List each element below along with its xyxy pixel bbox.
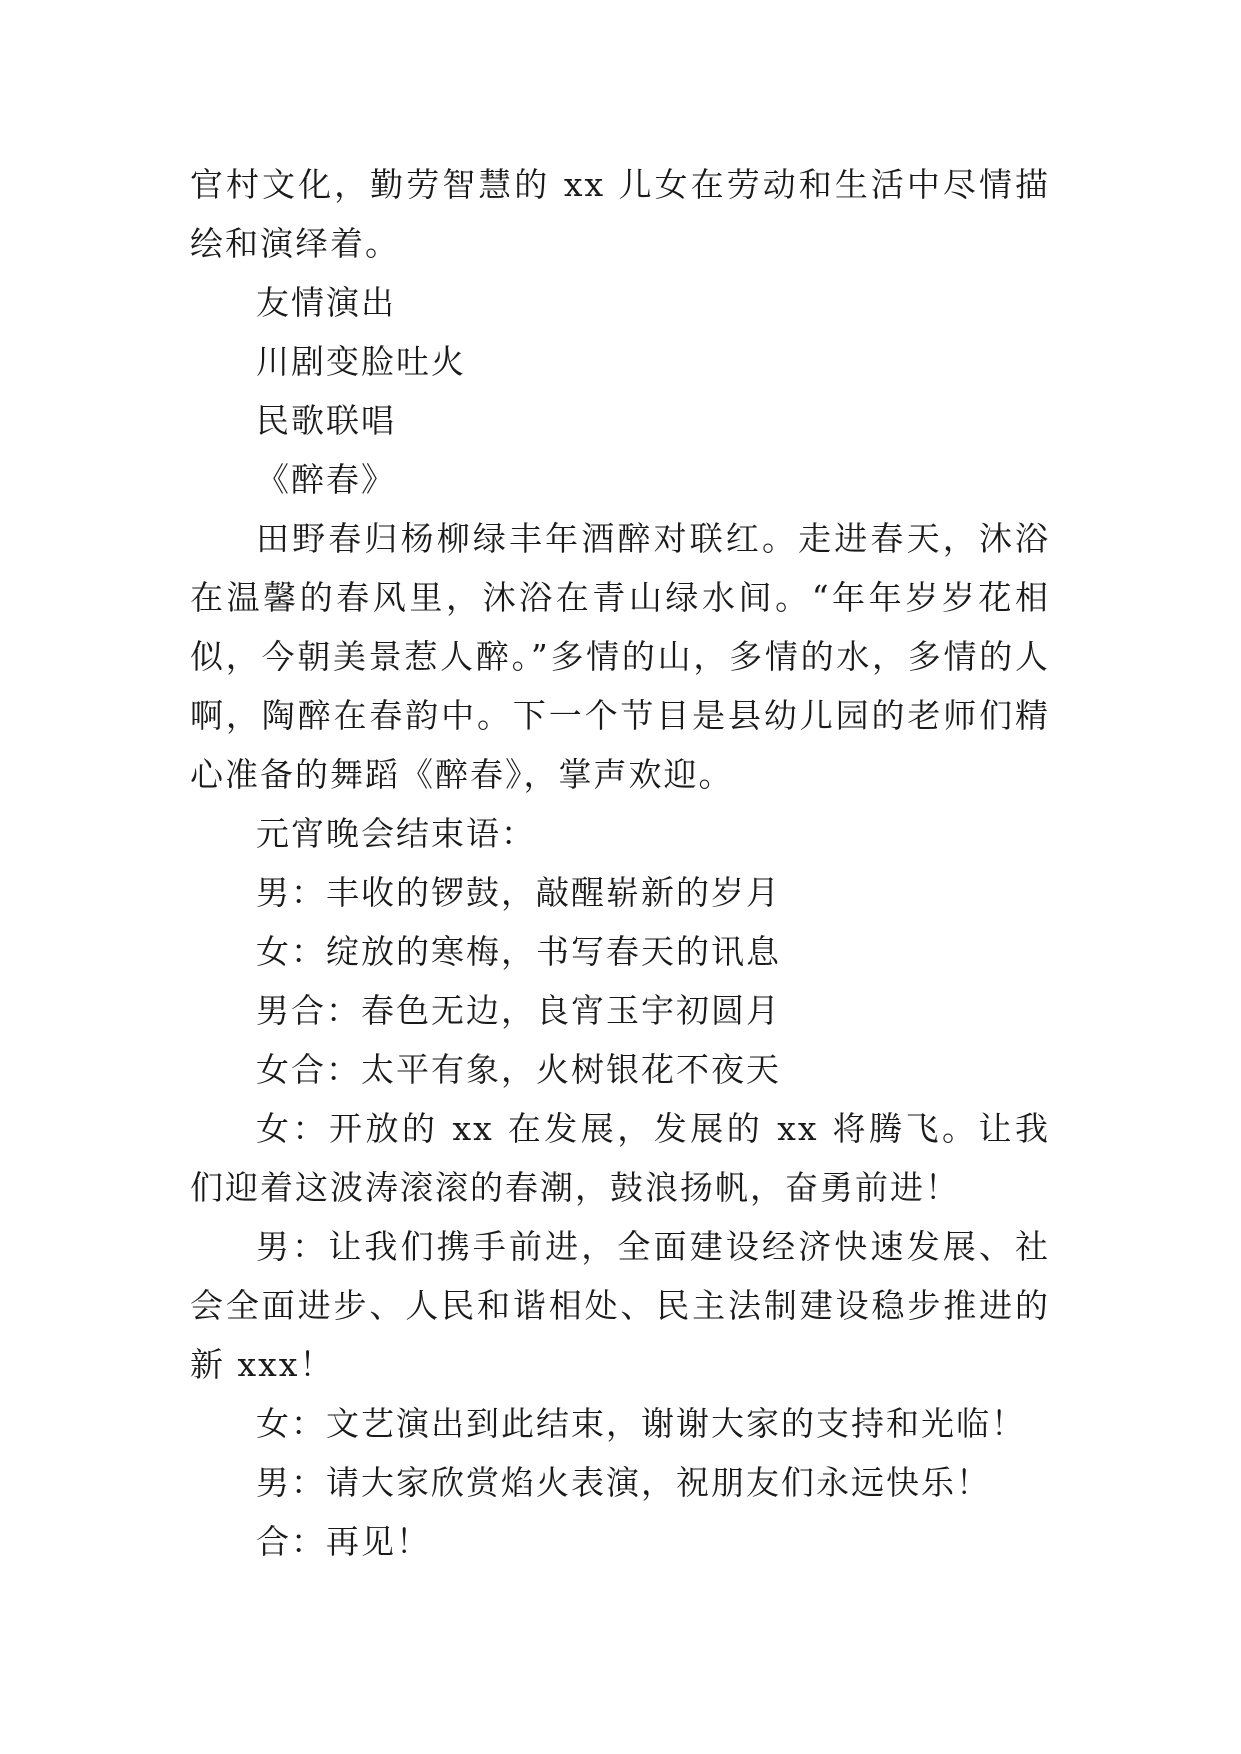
paragraph-closing-heading: 元宵晚会结束语：	[256, 814, 536, 853]
paragraph-program-title: 《醉春》	[256, 460, 396, 499]
paragraph-program-intro: 田野春归杨柳绿丰年酒醉对联红。走进春天，沐浴在温馨的春风里，沐浴在青山绿水间。“年年岁岁花相似，今朝美景惹人醉。”多情的山，多情的水，多情的人啊，陶醉在春韵中。下一个节目是县幼儿园的老师们精心准备的舞蹈《醉春》，掌声欢迎。	[190, 519, 1050, 794]
paragraph-friendship-performance: 友情演出	[256, 283, 396, 322]
paragraph-line-female-1: 女：绽放的寒梅，书写春天的讯息	[256, 932, 781, 971]
paragraph-intro-continuation: 官村文化，勤劳智慧的 xx 儿女在劳动和生活中尽情描绘和演绎着。	[190, 165, 1050, 263]
paragraph-face-changing: 川剧变脸吐火	[256, 342, 466, 381]
paragraph-line-female-chorus: 女合：太平有象，火树银花不夜天	[256, 1050, 781, 1089]
paragraph-line-female-2: 女：开放的 xx 在发展，发展的 xx 将腾飞。让我们迎着这波涛滚滚的春潮，鼓浪扬帆，奋勇前进！	[190, 1109, 1050, 1207]
paragraph-line-male-chorus: 男合：春色无边，良宵玉宇初圆月	[256, 991, 781, 1030]
paragraph-line-female-3: 女：文艺演出到此结束，谢谢大家的支持和光临！	[256, 1404, 1026, 1443]
paragraph-folk-songs: 民歌联唱	[256, 401, 396, 440]
paragraph-line-together: 合：再见！	[256, 1522, 431, 1561]
document-body	[190, 155, 1050, 1571]
paragraph-line-male-2: 男：让我们携手前进，全面建设经济快速发展、社会全面进步、人民和谐相处、民主法制建设稳步推进的新 xxx！	[190, 1227, 1050, 1384]
paragraph-line-male-1: 男：丰收的锣鼓，敲醒崭新的岁月	[256, 873, 781, 912]
paragraph-line-male-3: 男：请大家欣赏焰火表演，祝朋友们永远快乐！	[256, 1463, 991, 1502]
